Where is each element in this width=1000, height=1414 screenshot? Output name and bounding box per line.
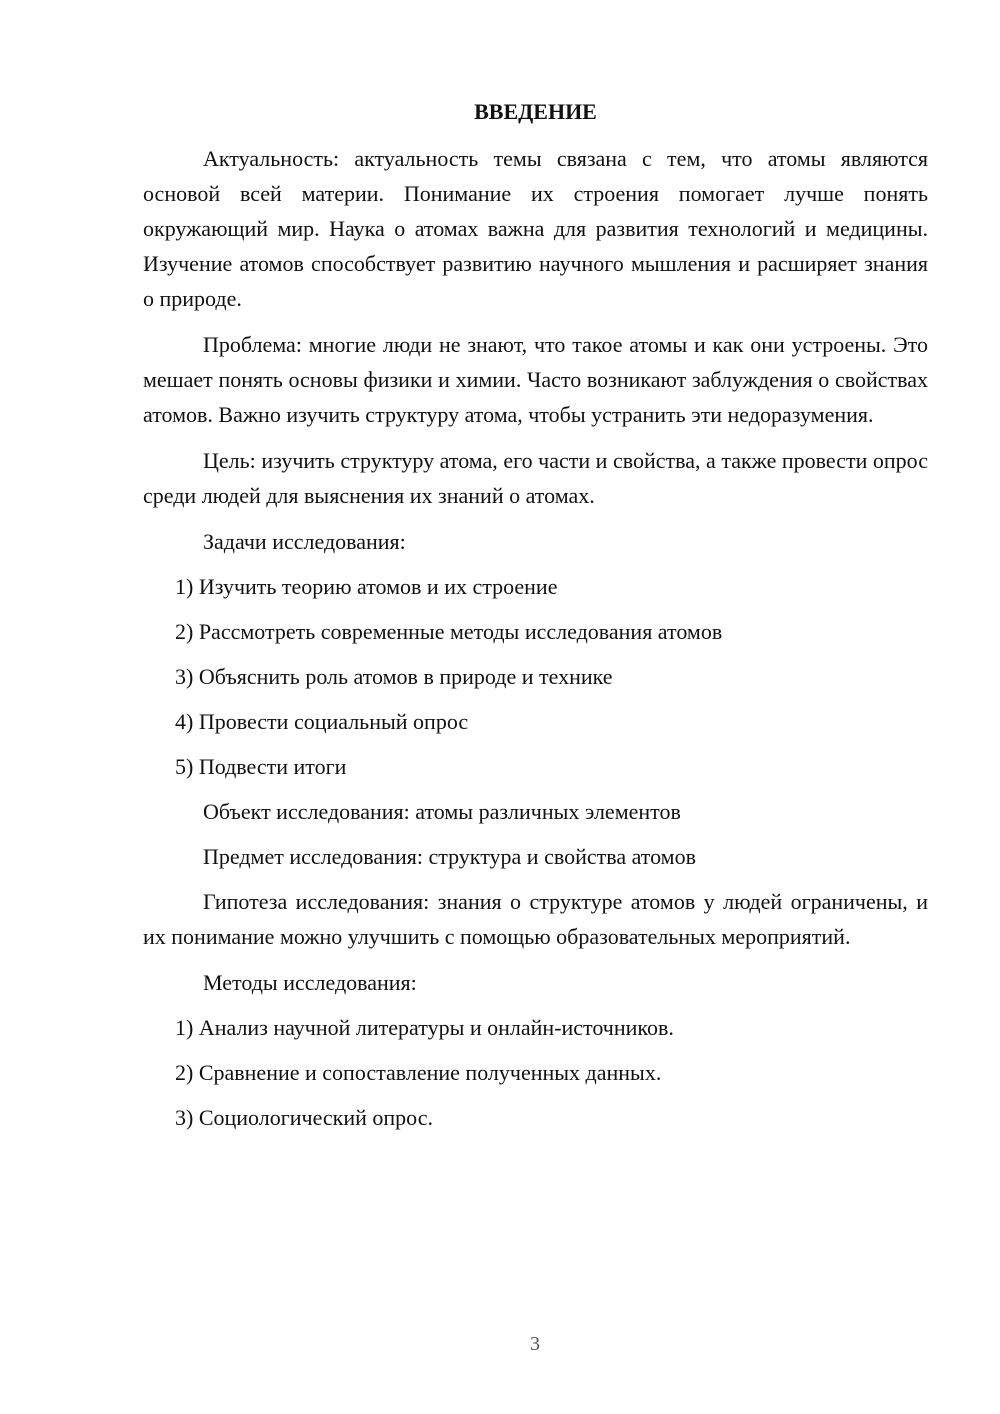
task-item: 2) Рассмотреть современные методы исследования атомов	[175, 619, 723, 644]
research-subject: Предмет исследования: структура и свойства атомов	[203, 844, 696, 869]
hypothesis-paragraph: Гипотеза исследования: знания о структуре атомов у людей ограничены, и их понимание можно улучшить с помощью образовательных мероприятий.	[143, 889, 928, 949]
method-item: 3) Социологический опрос.	[175, 1105, 433, 1130]
method-item: 2) Сравнение и сопоставление полученных данных.	[175, 1060, 662, 1085]
document-body	[143, 94, 928, 1145]
methods-list	[143, 1010, 928, 1135]
task-item: 4) Провести социальный опрос	[175, 709, 469, 734]
methods-heading: Методы исследования:	[203, 970, 417, 995]
page-number: 3	[530, 1333, 540, 1355]
tasks-list	[143, 569, 928, 784]
page-title: ВВЕДЕНИЕ	[474, 99, 597, 124]
task-item: 1) Изучить теорию атомов и их строение	[175, 574, 558, 599]
task-item: 5) Подвести итоги	[175, 754, 347, 779]
task-item: 3) Объяснить роль атомов в природе и технике	[175, 664, 613, 689]
research-object: Объект исследования: атомы различных элементов	[203, 799, 681, 824]
method-item: 1) Анализ научной литературы и онлайн-источников.	[175, 1015, 674, 1040]
goal-paragraph: Цель: изучить структуру атома, его части и свойства, а также провести опрос среди людей для выяснения их знаний о атомах.	[143, 448, 928, 508]
relevance-paragraph: Актуальность: актуальность темы связана с тем, что атомы являются основой всей материи. Понимание их строения помогает лучше понять окружающий мир. Наука о атомах важна для развития технологий и медицины. Изучение атомов способствует развитию научного мышления и расширяет знания о природе.	[143, 146, 928, 311]
tasks-heading: Задачи исследования:	[203, 529, 406, 554]
problem-paragraph: Проблема: многие люди не знают, что такое атомы и как они устроены. Это мешает понять основы физики и химии. Часто возникают заблуждения о свойствах атомов. Важно изучить структуру атома, чтобы устранить эти недоразумения.	[143, 332, 928, 427]
